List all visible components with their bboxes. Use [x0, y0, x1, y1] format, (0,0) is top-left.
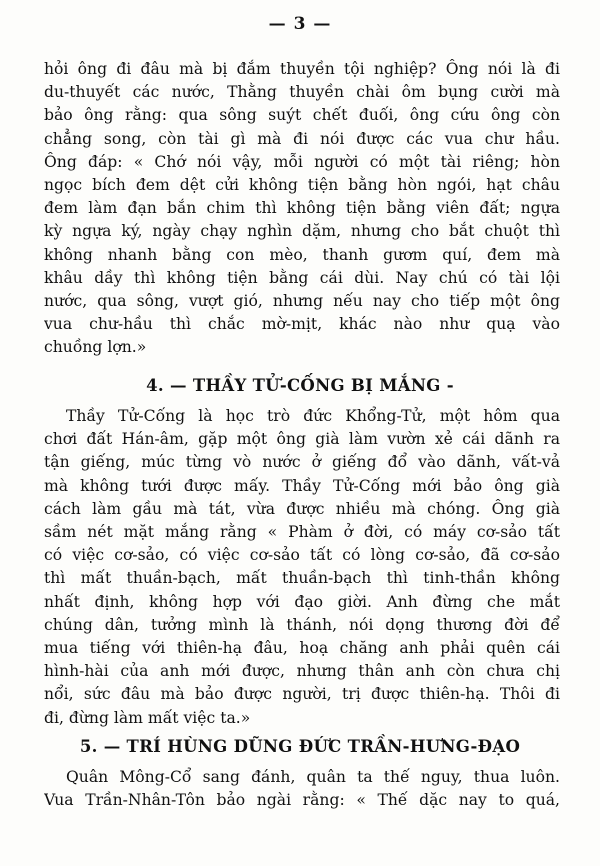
text-line: hình-hài của anh mới được, nhưng thân anh còn chưa chị	[44, 662, 560, 681]
text-line: chuồng lợn.»	[44, 338, 147, 357]
text-line: mà không tưới được mấy. Thầy Tử-Cống mới bảo ông già	[44, 476, 560, 495]
text-line: sầm nét mặt mắng rằng « Phàm ở đời, có máy cơ-sảo tất	[44, 523, 560, 542]
text-line: ngọc bích đem dệt cửi không tiện bằng hòn ngói, hạt châu	[44, 176, 560, 195]
text-line: Quân Mông-Cổ sang đánh, quân ta thế nguy, thua luôn.	[66, 768, 560, 786]
text-line: chơi đất Hán-âm, gặp một ông già làm vườn xẻ cái dãnh ra	[44, 430, 560, 449]
text-line: kỳ ngựa ký, ngày chạy nghìn dặm, nhưng cho bắt chuột thì	[44, 222, 560, 241]
text-line: bảo ông rằng: qua sông suýt chết đuối, ông cứu ông còn	[44, 106, 560, 125]
text-line: nhất định, không hợp với đạo giời. Anh đừng che mắt	[44, 592, 560, 611]
text-line: thì mất thuần-bạch, mất thuần-bạch thì tinh-thần không	[44, 569, 560, 588]
text-line: không nhanh bằng con mèo, thanh gươm quí, đem mà	[44, 245, 560, 264]
story-continuation-paragraph	[44, 58, 560, 360]
text-line: có việc cơ-sảo, có việc cơ-sảo tất có lòng cơ-sảo, đã cơ-sảo	[44, 546, 560, 565]
text-line: nổi, sức đâu mà bảo được người, trị được thiên-hạ. Thôi đi	[44, 685, 560, 704]
text-line: chúng dân, tưởng mình là thánh, nói dọng thương đời để	[44, 615, 560, 634]
text-line: nước, qua sông, vượt gió, nhưng nếu nay cho tiếp một ông	[44, 292, 560, 311]
text-line: Ông đáp: « Chớ nói vậy, mỗi người có một tài riêng; hòn	[44, 152, 560, 171]
text-line: khâu dầy thì không tiện bằng cái dùi. Nay chú có tài lội	[44, 268, 560, 287]
text-line: đi, đừng làm mất việc ta.»	[44, 708, 251, 727]
section-5-heading: 5. — TRÍ HÙNG DŨNG ĐỨC TRẦN-HƯNG-ĐẠO	[79, 737, 521, 756]
text-line: Thầy Tử-Cống là học trò đức Khổng-Tử, một hôm qua	[66, 407, 560, 425]
section-4-paragraph	[44, 405, 560, 730]
page-number: — 3 —	[268, 14, 332, 34]
text-line: mua tiếng với thiên-hạ đâu, hoạ chăng anh phải quên cái	[44, 639, 560, 658]
text-line: hỏi ông đi đâu mà bị đắm thuyền tội nghiệp? Ông nói là đi	[44, 60, 560, 78]
section-4-heading: 4. — THẦY TỬ-CỐNG BỊ MẮNG -	[146, 376, 454, 395]
text-line: Vua Trần-Nhân-Tôn bảo ngài rằng: « Thế dặc nay to quá,	[44, 791, 560, 810]
text-line: du-thuyết các nước, Thằng thuyền chài ôm bụng cười mà	[44, 83, 560, 102]
section-5-paragraph	[44, 766, 560, 812]
text-line: cách làm gầu mà tát, vừa được nhiều mà chóng. Ông già	[44, 499, 560, 518]
text-line: đem làm đạn bắn chim thì không tiện bằng viên đất; ngựa	[44, 199, 560, 218]
text-line: tận giếng, múc từng vò nước ở giếng đổ vào dãnh, vất-vả	[44, 453, 560, 472]
text-line: vua chư-hầu thì chắc mờ-mịt, khác nào như quạ vào	[44, 315, 560, 334]
text-line: chẳng song, còn tài gì mà đi nói được các vua chư hầu.	[44, 129, 560, 148]
